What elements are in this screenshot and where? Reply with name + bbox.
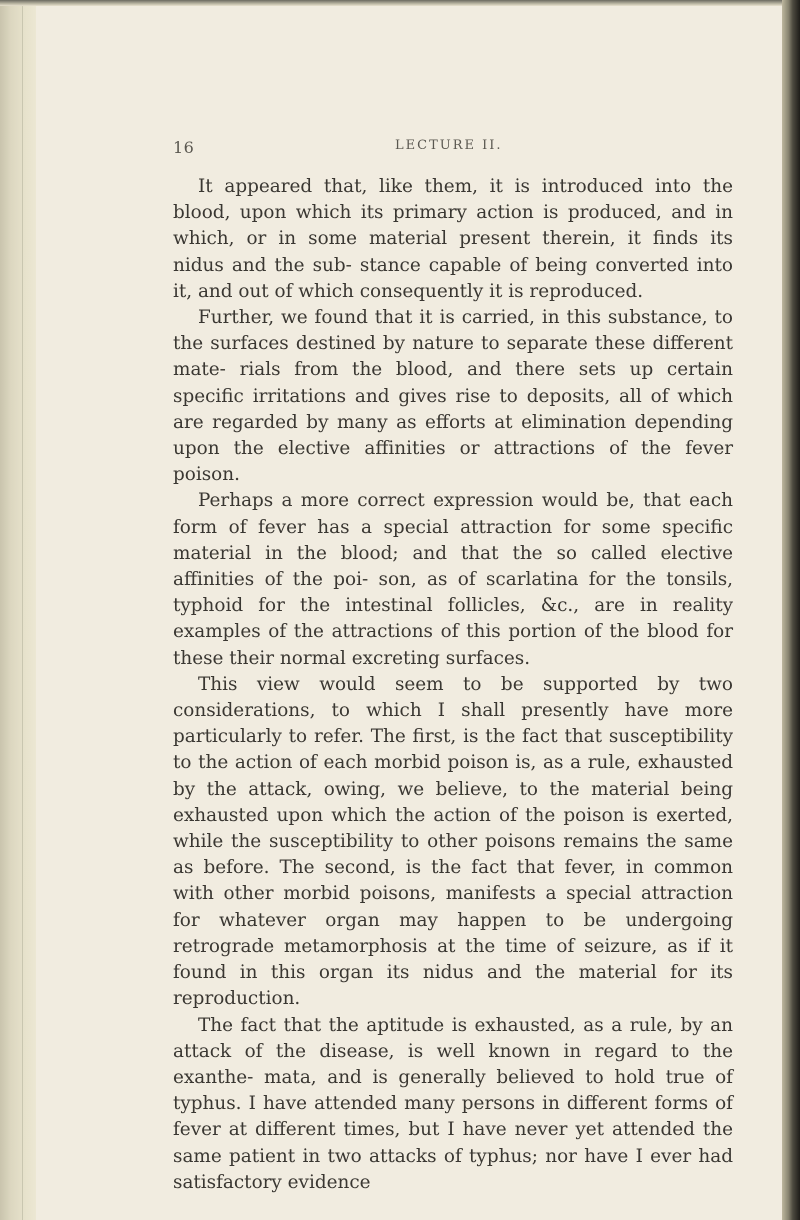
paragraph-3: Perhaps a more correct expression would be, that each form of fever has a special attraction for some specific material in the blood; and that the so called elective affinities of the poi- son, as of scarlatina for the tonsils, typhoid for the intestinal follicles, &c., are in reality examples of the attractions of this portion of the blood for these their normal excreting surfaces.	[173, 490, 733, 669]
body-text	[173, 174, 733, 1196]
paragraph-1: It appeared that, like them, it is introduced into the blood, upon which its primary action is produced, and in which, or in some material present therein, it finds its nidus and the sub- stance capable of being converted into it, and out of which consequently it is reproduced.	[173, 176, 733, 302]
paragraph-5: The fact that the aptitude is exhausted, as a rule, by an attack of the disease, is well known in regard to the exanthe- mata, and is generally believed to hold true of typhus. I have attended many persons in different forms of fever at different times, but I have never yet attended the same patient in two attacks of typhus; nor have I ever had satisfactory evidence	[173, 1014, 733, 1193]
book-right-edge	[782, 0, 800, 1220]
paragraph-4: This view would seem to be supported by two considerations, to which I shall presently have more particularly to refer. The first, is the fact that susceptibility to the action of each morbid poison is, as a rule, exhausted by the attack, owing, we believe, to the material being exhausted upon which the action of the poison is exerted, while the susceptibility to other poisons remains the same as before. The second, is the fact that fever, in common with other morbid poisons, manifests a special attraction for whatever organ may happen to be undergoing retrograde metamorphosis at the time of seizure, as if it found in this organ its nidus and the material for its reproduction.	[173, 673, 733, 1010]
page-number: 16	[173, 138, 195, 157]
book-gutter	[0, 0, 37, 1220]
running-head	[173, 138, 643, 164]
chapter-header: LECTURE II.	[395, 138, 503, 153]
paragraph-2: Further, we found that it is carried, in this substance, to the surfaces destined by nature to separate these different mate- rials from the blood, and there sets up certain specific irritations and gives rise to deposits, all of which are regarded by many as efforts at elimination depending upon the elective affinities or attractions of the fever poison.	[173, 307, 733, 486]
